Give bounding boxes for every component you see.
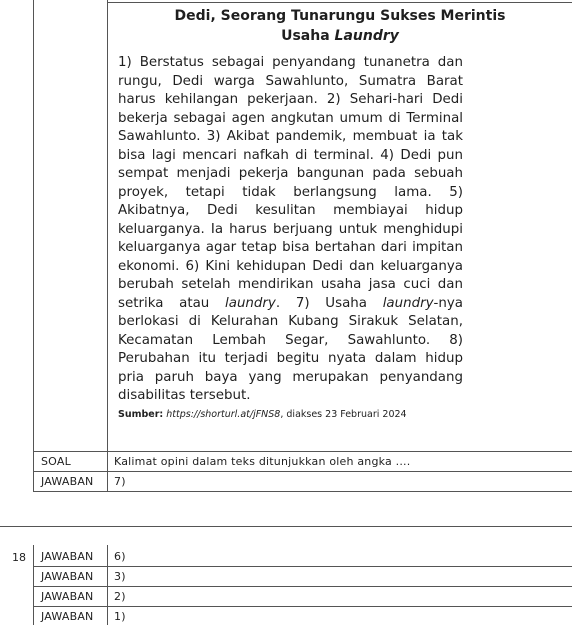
soal-text: Kalimat opini dalam teks ditunjukkan oleh angka .... — [114, 455, 411, 468]
option-value[interactable]: 1) — [114, 610, 126, 623]
option-label: JAWABAN — [41, 550, 94, 563]
row-divider-soal — [33, 451, 572, 452]
lower-row-divider-2 — [33, 586, 572, 587]
option-label: JAWABAN — [41, 570, 94, 583]
table-column-divider — [107, 0, 108, 491]
lower-table-top-border — [0, 526, 572, 527]
article-title-line1: Dedi, Seorang Tunarungu Sukses Merintis — [174, 8, 506, 24]
question-number: 18 — [12, 551, 26, 564]
option-value[interactable]: 3) — [114, 570, 126, 583]
option-label: JAWABAN — [41, 610, 94, 623]
lower-row-divider-3 — [33, 606, 572, 607]
article-source: Sumber: https://shorturl.at/jFNS8, diakses 23 Februari 2024 — [118, 409, 407, 420]
table-bottom-border — [33, 491, 572, 492]
lower-table-left-border — [33, 545, 34, 625]
jawaban-value[interactable]: 7) — [114, 475, 126, 488]
option-value[interactable]: 6) — [114, 550, 126, 563]
article-title-line2: Usaha Laundry — [281, 28, 399, 44]
lower-row-divider-1 — [33, 566, 572, 567]
option-label: JAWABAN — [41, 590, 94, 603]
article-title — [108, 6, 572, 46]
source-link[interactable]: https://shorturl.at/jFNS8 — [166, 409, 281, 420]
lower-table-column-divider — [107, 545, 108, 625]
row-divider-jawaban — [33, 471, 572, 472]
article-body: 1) Berstatus sebagai penyandang tunanetra dan rungu, Dedi warga Sawahlunto, Sumatra Barat harus kehilangan pekerjaan. 2) Sehari-hari Dedi bekerja sebagai agen angkutan umum di Terminal Sawahlunto. 3) Akibat pandemik, membuat ia tak bisa lagi mencari nafkah di terminal. 4) Dedi pun sempat menjadi pekerja bangunan pada sebuah proyek, tetapi tidak berlangsung lama. 5) Akibatnya, Dedi kesulitan membiayai hidup keluarganya. Ia harus berjuang untuk menghidupi keluarganya agar tetap bisa bertahan dari impitan ekonomi. 6) Kini kehidupan Dedi dan keluarganya berubah setelah mendirikan usaha jasa cuci dan setrika atau laundry. 7) Usaha laundry-nya berlokasi di Kelurahan Kubang Sirakuk Selatan, Kecamatan Lembah Segar, Sawahlunto. 8) Perubahan itu terjadi begitu nyata dalam hidup pria paruh baya yang merupakan penyandang disabilitas tersebut. — [118, 55, 463, 403]
table-left-border — [33, 0, 34, 491]
table-top-border — [107, 2, 572, 3]
soal-label: SOAL — [41, 455, 71, 468]
option-value[interactable]: 2) — [114, 590, 126, 603]
jawaban-label: JAWABAN — [41, 475, 94, 488]
